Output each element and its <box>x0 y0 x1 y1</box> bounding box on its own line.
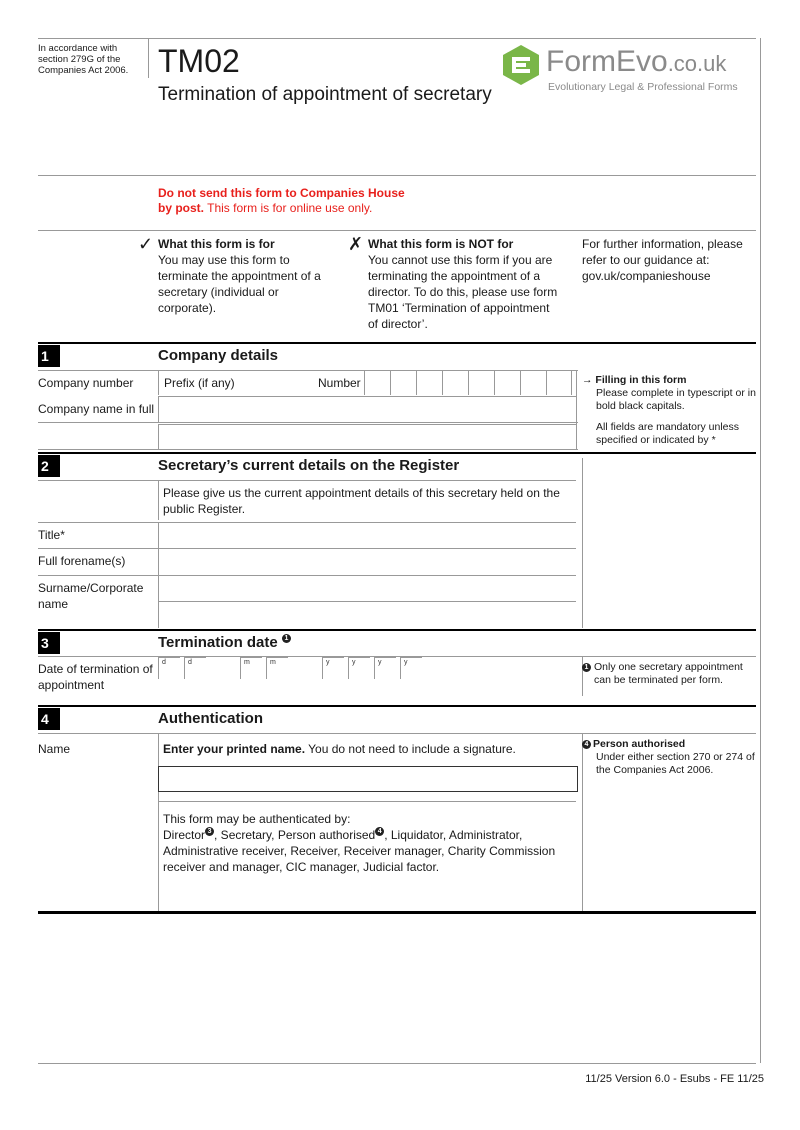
auth-rest: , Liquidator, Administrator, Administrative receiver, Receiver, Receiver manager, Charity Commission receiver and manager, CIC manager, Judicial factor. <box>163 828 556 874</box>
forenames-field[interactable] <box>158 548 576 575</box>
digit-box[interactable] <box>390 370 416 395</box>
auth-box-rule <box>158 801 576 802</box>
year-label: y <box>404 659 408 666</box>
notes-divider-2 <box>582 458 583 628</box>
month-digit-1[interactable] <box>240 657 262 679</box>
company-name-rule-2 <box>38 449 578 450</box>
forenames-label: Full forename(s) <box>38 554 126 568</box>
year-digit-4[interactable] <box>400 657 422 679</box>
year-label: y <box>352 659 356 666</box>
month-label: m <box>270 659 276 666</box>
footnote-3-icon: 3 <box>205 827 214 836</box>
person-authorised-title: Person authorised <box>593 738 686 750</box>
digit-box[interactable] <box>442 370 468 395</box>
cross-icon: ✗ <box>348 234 364 254</box>
warning-text <box>158 186 418 216</box>
company-name-label: Company name in full <box>38 402 155 416</box>
enter-bold: Enter your printed name. <box>163 742 306 756</box>
title-field[interactable] <box>158 522 576 548</box>
section-2-subrule <box>38 480 576 481</box>
digit-box[interactable] <box>494 370 520 395</box>
auth-director: Director <box>163 828 206 842</box>
surname-label: Surname/Corporate name <box>38 581 144 611</box>
bottom-section-rule <box>38 911 756 914</box>
printed-name-input[interactable] <box>158 766 578 792</box>
company-number-digits[interactable] <box>364 370 572 395</box>
footnote-4-icon: 4 <box>375 827 384 836</box>
logo-suffix: .co.uk <box>667 51 727 76</box>
year-label: y <box>326 659 330 666</box>
footer-version: 11/25 Version 6.0 - Esubs - FE 11/25 <box>585 1073 764 1085</box>
footer-rule <box>38 1063 756 1064</box>
surname-field-2[interactable] <box>158 601 576 628</box>
formevo-logo <box>500 44 756 96</box>
authenticated-by-text <box>163 811 568 875</box>
accordance-line-3: Companies Act 2006. <box>38 65 129 76</box>
section-4-number: 4 <box>38 708 60 730</box>
digit-box[interactable] <box>416 370 442 395</box>
footnote-4-icon: 4 <box>582 740 591 749</box>
form-title: Termination of appointment of secretary <box>158 84 492 105</box>
instructions-left-border <box>158 480 159 520</box>
company-name-field-2[interactable] <box>158 424 576 450</box>
section-2-number: 2 <box>38 455 60 477</box>
note-filling-in <box>582 374 758 447</box>
not-title: What this form is NOT for <box>368 237 514 251</box>
digit-box[interactable] <box>364 370 390 395</box>
section-2-rule <box>38 452 756 454</box>
further-info: For further information, please refer to our guidance at: gov.uk/companieshouse <box>582 237 743 283</box>
year-digit-1[interactable] <box>322 657 344 679</box>
section-4-rule <box>38 705 756 707</box>
year-digit-3[interactable] <box>374 657 396 679</box>
section-3-number: 3 <box>38 632 60 654</box>
name-label: Name <box>38 742 71 756</box>
company-number-label: Company number <box>38 376 134 390</box>
auth-intro: This form may be authenticated by: <box>163 812 351 826</box>
not-text: You cannot use this form if you are terminating the appointment of a director. To do this, please use form TM01 ‘Termination of appointment of director’. <box>368 253 558 331</box>
tick-icon: ✓ <box>138 234 154 254</box>
day-digit-2[interactable] <box>184 657 206 679</box>
section-4-subrule <box>38 733 756 734</box>
digit-box[interactable] <box>546 370 572 395</box>
note-1-text: Only one secretary appointment can be terminated per form. <box>594 661 743 686</box>
section-2-title: Secretary’s current details on the Register <box>158 457 460 474</box>
day-label: d <box>188 659 192 666</box>
header-divider <box>148 38 149 78</box>
section-2-instructions: Please give us the current appointment details of this secretary held on the public Register. <box>163 486 560 516</box>
filling-text: Please complete in typescript or in bold black capitals. <box>596 387 756 412</box>
what-form-is-for <box>158 236 338 316</box>
top-rule <box>38 38 756 39</box>
enter-printed-name <box>163 741 578 757</box>
form-code: TM02 <box>158 43 240 79</box>
accordance-line-2: section 279G of the <box>38 54 121 65</box>
section-3-rule <box>38 629 756 631</box>
month-digit-2[interactable] <box>266 657 288 679</box>
digit-box[interactable] <box>520 370 546 395</box>
section-1-rule <box>38 342 756 344</box>
filling-title: Filling in this form <box>595 374 687 386</box>
arrow-right-icon: → <box>582 374 596 386</box>
note-person-authorised <box>582 738 758 777</box>
footnote-1-icon: 1 <box>282 634 291 643</box>
rule-above-intro <box>38 230 756 231</box>
year-label: y <box>378 659 382 666</box>
auth-mid: , Secretary, Person authorised <box>214 828 376 842</box>
mandatory-text: All fields are mandatory unless specified or indicated by * <box>596 421 739 446</box>
for-title: What this form is for <box>158 237 275 251</box>
company-name-field-1[interactable] <box>158 396 576 422</box>
person-authorised-text: Under either section 270 or 274 of the Companies Act 2006. <box>596 751 755 776</box>
auth-left-border <box>158 733 159 911</box>
surname-rule-2 <box>158 601 576 602</box>
logo-name: FormEvo <box>546 45 668 78</box>
accordance-line-1: In accordance with <box>38 43 118 54</box>
enter-rest: You do not need to include a signature. <box>305 742 516 756</box>
section-3-title <box>158 634 291 651</box>
note-one-appointment <box>582 661 758 687</box>
title-label: Title* <box>38 528 65 542</box>
logo-hexagon-icon <box>500 44 542 86</box>
section-1-number: 1 <box>38 345 60 367</box>
what-form-is-not-for <box>368 236 558 332</box>
warning-bold: Do not send this form to Companies House by post. <box>158 186 405 215</box>
notes-divider-1 <box>576 370 577 450</box>
section-1-title: Company details <box>158 347 279 364</box>
section-4-title: Authentication <box>158 710 263 727</box>
termination-date-title: Termination date <box>158 634 278 651</box>
year-digit-2[interactable] <box>348 657 370 679</box>
surname-field-1[interactable] <box>158 575 576 601</box>
rule-above-warning <box>38 175 756 176</box>
accordance-note <box>38 43 148 76</box>
company-number-field[interactable] <box>158 370 361 395</box>
footnote-1-icon: 1 <box>582 663 591 672</box>
company-name-rule-1 <box>38 422 578 423</box>
digit-box[interactable] <box>468 370 494 395</box>
day-digit-1[interactable] <box>158 657 180 679</box>
day-label: d <box>162 659 166 666</box>
number-label: Number <box>318 376 361 390</box>
section-3-subrule <box>38 656 756 657</box>
logo-tagline: Evolutionary Legal & Professional Forms <box>548 81 738 93</box>
termination-date-label: Date of termination of appointment <box>38 662 153 692</box>
warning-rest: This form is for online use only. <box>204 201 373 215</box>
page-right-border <box>760 38 761 1063</box>
prefix-label: Prefix (if any) <box>164 376 235 390</box>
month-label: m <box>244 659 250 666</box>
for-text: You may use this form to terminate the appointment of a secretary (individual or corporate). <box>158 253 321 315</box>
